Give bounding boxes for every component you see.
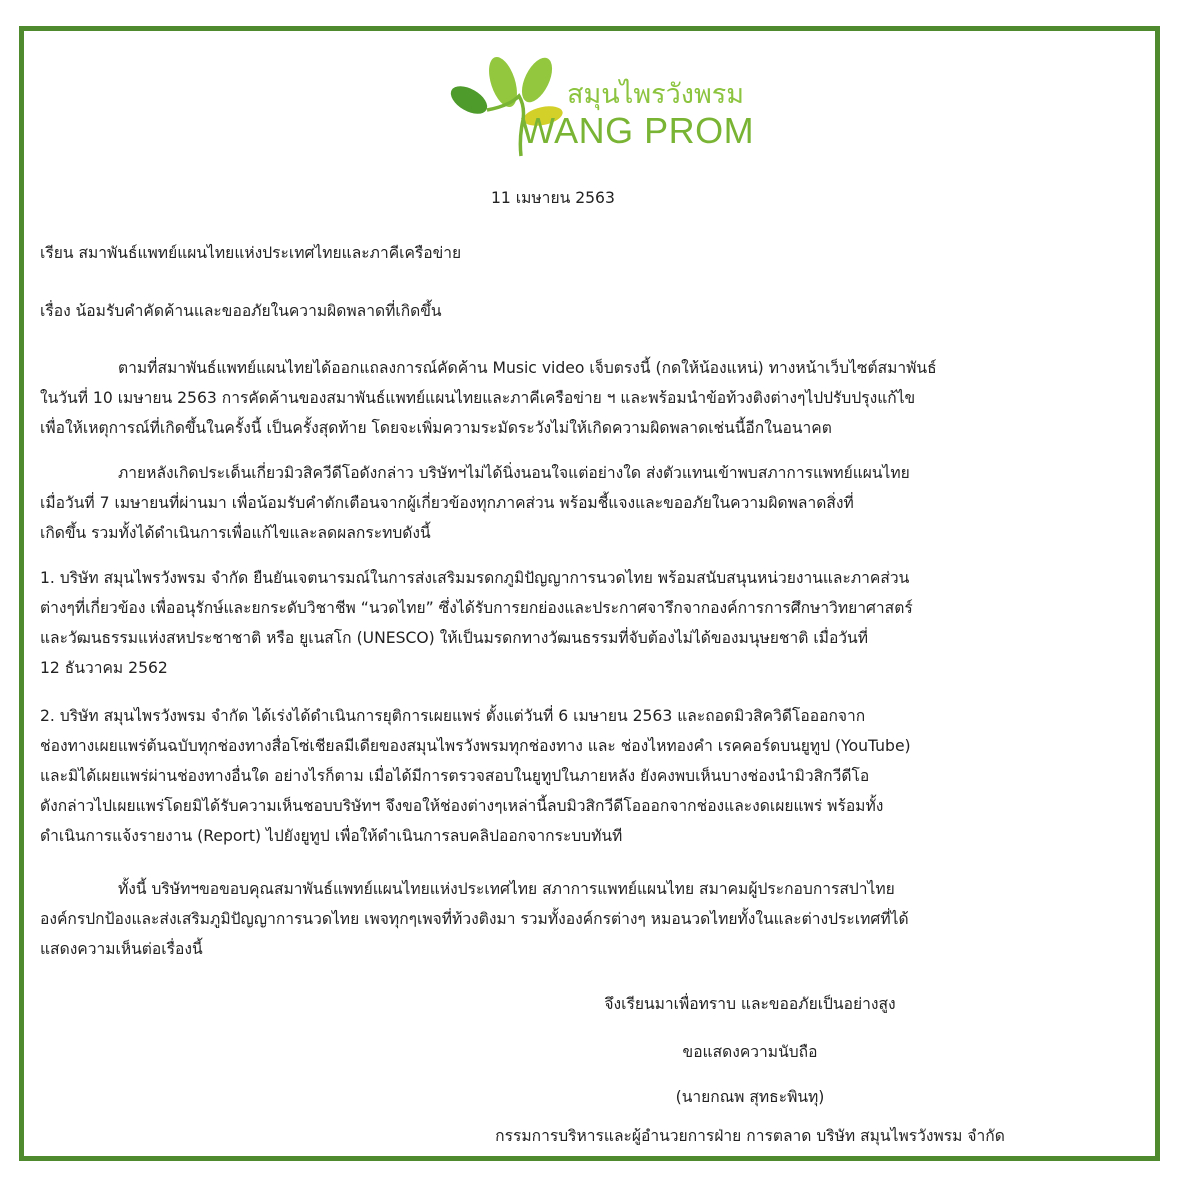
- item-1-line: 12 ธันวาคม 2562: [40, 659, 168, 677]
- letter-recipient: เรียน สมาพันธ์แพทย์แผนไทยแห่งประเทศไทยและภาคีเครือข่าย: [40, 244, 462, 262]
- regards-line: ขอแสดงความนับถือ: [682, 1043, 818, 1061]
- item-2-line: ดำเนินการแจ้งรายงาน (Report) ไปยังยูทูป เพื่อให้ดำเนินการลบคลิปออกจากระบบทันที: [40, 827, 623, 845]
- paragraph-3-line: แสดงความเห็นต่อเรื่องนี้: [40, 940, 203, 958]
- logo-thai-text: สมุนไพรวังพรม: [567, 79, 745, 109]
- paragraph-3-line: องค์กรปกป้องและส่งเสริมภูมิปัญญาการนวดไทย เพจทุกๆเพจที่ท้วงติงมา รวมทั้งองค์กรต่างๆ หมอนวดไทยทั้งในและต่างประเทศที่ได้: [40, 910, 909, 928]
- paragraph-2-line: เมื่อวันที่ 7 เมษายนที่ผ่านมา เพื่อน้อมรับคำตักเตือนจากผู้เกี่ยวข้องทุกภาคส่วน พร้อมชี้แจงและขออภัยในความผิดพลาดสิ่งที่: [40, 494, 854, 512]
- item-2-line: 2. บริษัท สมุนไพรวังพรม จำกัด ได้เร่งได้ดำเนินการยุติการเผยแพร่ ตั้งแต่วันที่ 6 เมษายน 2563 และถอดมิวสิควิดีโอออกจาก: [40, 707, 866, 725]
- stem-icon: [487, 96, 524, 156]
- signatory-title: กรรมการบริหารและผู้อำนวยการฝ่าย การตลาด บริษัท สมุนไพรวังพรม จำกัด: [495, 1127, 1005, 1145]
- logo-english-text: WANG PROM: [521, 110, 755, 151]
- letter-date: 11 เมษายน 2563: [491, 189, 615, 207]
- item-1-line: ต่างๆที่เกี่ยวข้อง เพื่ออนุรักษ์และยกระดับวิชาชีพ “นวดไทย” ซึ่งได้รับการยกย่องและประกาศจารึกจากองค์การการศึกษาวิทยาศาสตร์: [40, 599, 913, 617]
- letter-subject: เรื่อง น้อมรับคำคัดค้านและขออภัยในความผิดพลาดที่เกิดขึ้น: [40, 302, 442, 320]
- signatory-name: (นายกณพ สุทธะพินทุ): [675, 1088, 825, 1106]
- item-1-line: และวัฒนธรรมแห่งสหประชาชาติ หรือ ยูเนสโก (UNESCO) ให้เป็นมรดกทางวัฒนธรรมที่จับต้องไม่ได้ของมนุษยชาติ เมื่อวันที่: [40, 629, 868, 647]
- paragraph-1-line: ตามที่สมาพันธ์แพทย์แผนไทยได้ออกแถลงการณ์คัดค้าน Music video เจ็บตรงนี้ (กดให้น้องแหน่) ทางหน้าเว็บไซต์สมาพันธ์: [118, 359, 937, 377]
- item-2-line: ช่องทางเผยแพร่ต้นฉบับทุกช่องทางสื่อโซ่เชียลมีเดียของสมุนไพรวังพรมทุกช่องทาง และ ช่องไหทองคำ เรคคอร์ดบนยูทูป (YouTube): [40, 737, 911, 755]
- item-2-line: ดังกล่าวไปเผยแพร่โดยมิได้รับความเห็นชอบบริษัทฯ จึงขอให้ช่องต่างๆเหล่านี้ลบมิวสิกวีดีโอออกจากช่องและงดเผยแพร่ พร้อมทั้ง: [40, 797, 884, 815]
- paragraph-3-line: ทั้งนี้ บริษัทฯขอขอบคุณสมาพันธ์แพทย์แผนไทยแห่งประเทศไทย สภาการแพทย์แผนไทย สมาคมผู้ประกอบการสปาไทย: [118, 880, 895, 898]
- paragraph-1-line: ในวันที่ 10 เมษายน 2563 การคัดค้านของสมาพันธ์แพทย์แผนไทยและภาคีเครือข่าย ฯ และพร้อมนำข้อท้วงติงต่างๆไปปรับปรุงแก้ไข: [40, 389, 916, 407]
- leaf-light-icon: [484, 54, 523, 111]
- paragraph-2-line: ภายหลังเกิดประเด็นเกี่ยวมิวสิควีดีโอดังกล่าว บริษัทฯไม่ได้นิ่งนอนใจแต่อย่างใด ส่งตัวแทนเข้าพบสภาการแพทย์แผนไทย: [118, 464, 910, 482]
- paragraph-1-line: เพื่อให้เหตุการณ์ที่เกิดขึ้นในครั้งนี้ เป็นครั้งสุดท้าย โดยจะเพิ่มความระมัดระวังไม่ให้เกิดความผิดพลาดเช่นนี้อีกในอนาคต: [40, 419, 832, 437]
- wang-prom-logo: [447, 52, 755, 158]
- paragraph-2-line: เกิดขึ้น รวมทั้งได้ดำเนินการเพื่อแก้ไขและลดผลกระทบดังนี้: [40, 524, 431, 542]
- item-1-line: 1. บริษัท สมุนไพรวังพรม จำกัด ยืนยันเจตนารมณ์ในการส่งเสริมมรดกภูมิปัญญาการนวดไทย พร้อมสนับสนุนหน่วยงานและภาคส่วน: [40, 569, 910, 587]
- closing-line: จึงเรียนมาเพื่อทราบ และขออภัยเป็นอย่างสูง: [604, 995, 896, 1013]
- item-2-line: และมิได้เผยแพร่ผ่านช่องทางอื่นใด อย่างไรก็ตาม เมื่อได้มีการตรวจสอบในยูทูปในภายหลัง ยังคงพบเห็นบางช่องนำมิวสิกวีดีโอ: [40, 767, 870, 785]
- leaf-dark-icon: [447, 80, 492, 119]
